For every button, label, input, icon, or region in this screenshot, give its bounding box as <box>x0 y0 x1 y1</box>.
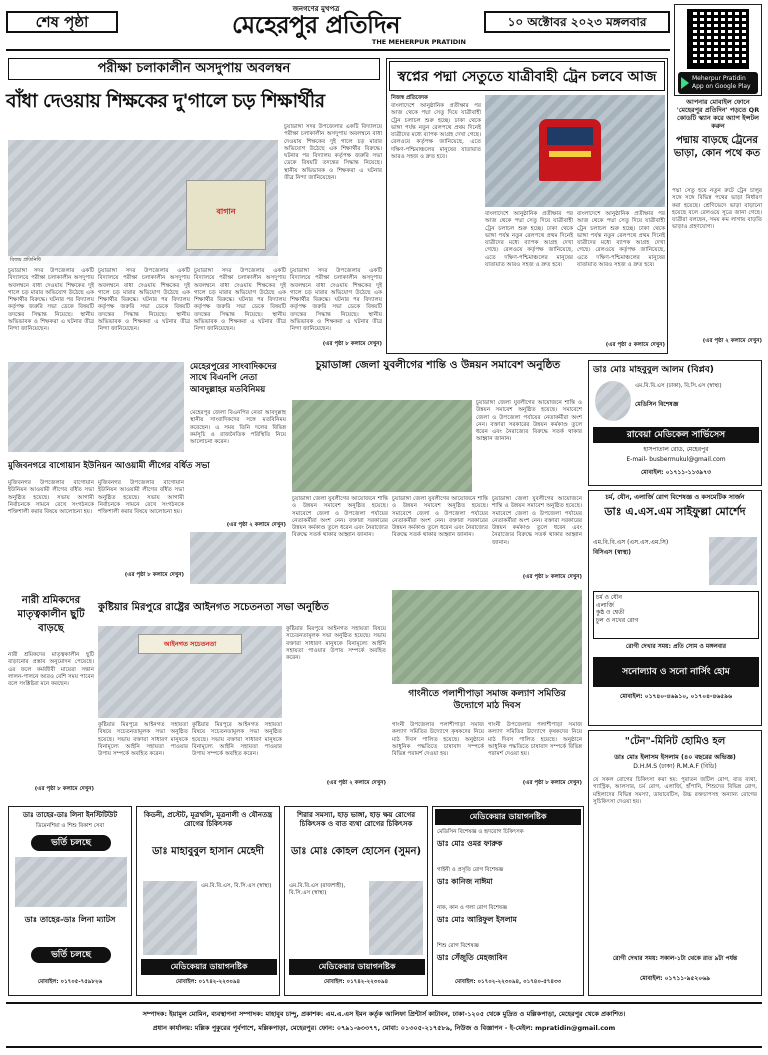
lead-body-a: চুয়াডাঙ্গা সদর উপজেলার একটি বিদ্যালয়ে পরীক্ষা চলাকালীন অসদুপায় অবলম্বনে বাধা দেওয়ায় শিক্ষকের দুই গালে চড় মারার অভিযোগ উঠেছে এক শিক্ষার্থীর বিরুদ্ধে। ঘটনার পর বিদ্যালয় কর্তৃপক্ষ জরুরি সভা ডেকে বিষয়টি তদন্তের সিদ্ধান্ত নিয়েছে। স্থানীয় অভিভাবক ও শিক্ষকরা এ ঘটনার তীব্র নিন্দা জানিয়েছেন। <box>8 268 94 333</box>
fare-story <box>672 134 762 354</box>
ad-ortho-avatar <box>369 881 423 955</box>
ad-skin-degree: এম.বি.বি.এস (এস.এস.এম.সি) <box>593 539 669 546</box>
ad-medicare-row: শিশু রোগ বিশেষজ্ঞ <box>437 943 479 949</box>
lead-photo <box>8 140 278 264</box>
train-body-right: বাংলাদেশে আনুষ্ঠানিক প্রতীক্ষার পর আজ থেকে পদ্মা সেতু দিয়ে যাত্রীবাহী ট্রেন চলাচল শুরু হচ্ছে। ঢাকা থেকে ভাঙ্গা পর্যন্ত নতুন রেলপথে প্রথম দিনেই যাত্রীদের মধ্যে ব্যাপক আগ্রহ দেখা গেছে। রেলওয়ে কর্তৃপক্ষ জানিয়েছে, এতে দক্ষিণ-পশ্চিমাঞ্চলের মানুষের যাতায়াত আরও সহজ ও দ্রুত হবে। <box>577 211 665 268</box>
ad-skin-list-item: কুষ্ঠ ও শ্বেতী <box>596 609 625 616</box>
kushtia-body-right: কুষ্টিয়ার মিরপুরে আইনগত সহায়তা বিষয়ে সচেতনতামূলক সভা অনুষ্ঠিত হয়েছে। সভায় বক্তারা সাধারণ মানুষকে বিনামূল্যে আইনি সহায়তা পাওয়ার উপায় সম্পর্কে অবহিত করেন। <box>286 626 386 662</box>
ad-rabeya-avatar <box>595 381 631 421</box>
ad-skin-list <box>593 591 759 639</box>
train-story <box>386 58 668 354</box>
bnp-body: মেহেরপুর জেলা বিএনপির নেতা আবদুল্লাহ স্থানীয় সাংবাদিকদের সঙ্গে মতবিনিময় করেছেন। এ সময় তিনি দলের বিভিন্ন কর্মসূচি ও রাজনৈতিক পরিস্থিতি নিয়ে আলোচনা করেন। <box>190 410 286 446</box>
fare-more[interactable]: (এর পৃষ্ঠা ২ কলামে দেখুন) <box>702 338 762 344</box>
ad-homeo <box>588 730 762 996</box>
train-engine <box>539 119 601 181</box>
train-body-left: বাংলাদেশে আনুষ্ঠানিক প্রতীক্ষার পর আজ থেকে পদ্মা সেতু দিয়ে যাত্রীবাহী ট্রেন চলাচল শুরু হচ্ছে। ঢাকা থেকে ভাঙ্গা পর্যন্ত নতুন রেলপথে প্রথম দিনেই যাত্রীদের মধ্যে ব্যাপক আগ্রহ দেখা গেছে। রেলওয়ে কর্তৃপক্ষ জানিয়েছে, এতে দক্ষিণ-পশ্চিমাঞ্চলের মানুষের যাতায়াত আরও সহজ ও দ্রুত হবে। <box>391 103 481 160</box>
footer <box>6 1002 762 1048</box>
ad-rabeya-address: হাসপাতাল রোড, মেহেরপুর <box>643 446 709 453</box>
ad-homeo-body: যে সকল রোগের চিকিৎসা করা হয়: পুরাতন জটিল রোগ, বাত ব্যথা, গ্যাস্ট্রিক, আলসার, চর্ম রোগ, এলার্জি, হাঁপানি, শিশুদের বিভিন্ন রোগ, মহিলাদের বিভিন্ন সমস্যা, ডায়াবেটিস, উচ্চ রক্তচাপসহ অন্যান্য রোগের সুচিকিৎসা দেওয়া হয়। <box>593 777 757 805</box>
chuadanga-photo <box>292 400 472 492</box>
lead-headline: বাঁধা দেওয়ায় শিক্ষকের দু'গালে চড় শিক্ষার্থীর <box>6 90 325 112</box>
qr-code-icon[interactable] <box>687 9 749 69</box>
kushtia-banner <box>138 634 242 654</box>
mujibnagar-photo <box>8 362 184 452</box>
ad-medicare-row: গাইনী ও প্রসূতি রোগ বিশেষজ্ঞ <box>437 867 504 873</box>
lead-more[interactable]: (এর পৃষ্ঠা ৮ কলামে দেখুন) <box>322 341 382 347</box>
train-more[interactable]: (এর পৃষ্ঠা ৫ কলামে দেখুন) <box>605 342 665 348</box>
lead-body-b: চুয়াডাঙ্গা সদর উপজেলার একটি বিদ্যালয়ে পরীক্ষা চলাকালীন অসদুপায় অবলম্বনে বাধা দেওয়ায় শিক্ষকের দুই গালে চড় মারার অভিযোগ উঠেছে এক শিক্ষার্থীর বিরুদ্ধে। ঘটনার পর বিদ্যালয় কর্তৃপক্ষ জরুরি সভা ডেকে বিষয়টি তদন্তের সিদ্ধান্ত নিয়েছে। স্থানীয় অভিভাবক ও শিক্ষকরা এ ঘটনার তীব্র নিন্দা জানিয়েছেন। <box>98 268 190 333</box>
fare-headline: পদ্মায় বাড়ছে ট্রেনের ভাড়া, কোন পথে কত <box>673 135 761 159</box>
mujibnagar-body-a: মুজিবনগর উপজেলার বাগোয়ান ইউনিয়ন আওয়ামী লীগের বর্ধিত সভা অনুষ্ঠিত হয়েছে। সভায় আগামী নির্বাচনকে সামনে রেখে সংগঠনকে শক্তিশালী করার বিষয়ে আলোচনা হয়। <box>8 480 94 516</box>
chuadanga-body-right: চুয়াডাঙ্গা জেলা যুবলীগের আয়োজনে শান্তি ও উন্নয়ন সমাবেশ অনুষ্ঠিত হয়েছে। সমাবেশে জেলা ও উপজেলা পর্যায়ের নেতাকর্মীরা অংশ নেন। বক্তারা সরকারের উন্নয়ন কর্মকাণ্ড তুলে ধরেন এবং নৈরাজ্যের বিরুদ্ধে সতর্ক থাকার আহ্বান জানান। <box>476 400 582 443</box>
train-body-mid: বাংলাদেশে আনুষ্ঠানিক প্রতীক্ষার পর আজ থেকে পদ্মা সেতু দিয়ে যাত্রীবাহী ট্রেন চলাচল শুরু হচ্ছে। ঢাকা থেকে ভাঙ্গা পর্যন্ত নতুন রেলপথে প্রথম দিনেই যাত্রীদের মধ্যে ব্যাপক আগ্রহ দেখা গেছে। রেলওয়ে কর্তৃপক্ষ জানিয়েছে, এতে দক্ষিণ-পশ্চিমাঞ্চলের মানুষের যাতায়াত আরও সহজ ও দ্রুত হবে। <box>485 211 573 268</box>
ad-kidney <box>136 806 280 996</box>
mujibnagar-headline: মুজিবনগরে বাগোয়ান ইউনিয়ন আওয়ামী লীগের বর্ধিত সভা <box>8 461 210 471</box>
ad-homeo-doctor: ডাঃ মোঃ ইলাসম ইসলাম (৪০ বছরের অভিজ্ঞ) <box>614 753 736 761</box>
paper-name-en: THE MEHERPUR PRATIDIN <box>371 38 466 46</box>
footer-line1: সম্পাদক: ইয়ামুল মোমিন, ব্যবস্থাপনা সম্পাদক: মাহাবুব চান্দু, প্রকাশক: এম.এ.এস ইমন কর্তৃক আলিফা প্রিন্টার্স কাটাবন, ঢাকা-১২০৫ থেকে মুদ্রিত ও মল্লিকপাড়া, মেহেরপুর থেকে প্রকাশিত। <box>142 1010 626 1018</box>
ad-rabeya-phone[interactable]: মোবাইল: ০১৭১১-১১৩৯৭৩ <box>640 469 712 476</box>
app-badge[interactable] <box>678 72 758 94</box>
maternity-more[interactable]: (এর পৃষ্ঠা ৮ কলামে দেখুন) <box>34 786 94 792</box>
ad-rabeya-doctor: ডাঃ মোঃ মাহবুবুল আলম (বিপ্লব) <box>593 365 714 375</box>
bnp-more[interactable]: (এর পৃষ্ঠা ২ কলামে দেখুন) <box>226 522 286 528</box>
lead-body-d: চুয়াডাঙ্গা সদর উপজেলার একটি বিদ্যালয়ে পরীক্ষা চলাকালীন অসদুপায় অবলম্বনে বাধা দেওয়ায় শিক্ষকের দুই গালে চড় মারার অভিযোগ উঠেছে এক শিক্ষার্থীর বিরুদ্ধে। ঘটনার পর বিদ্যালয় কর্তৃপক্ষ জরুরি সভা ডেকে বিষয়টি তদন্তের সিদ্ধান্ত নিয়েছে। স্থানীয় অভিভাবক ও শিক্ষকরা এ ঘটনার তীব্র নিন্দা জানিয়েছেন। <box>290 268 382 333</box>
gangni-more[interactable]: (এর পৃষ্ঠা ৮ কলামে দেখুন) <box>522 780 582 786</box>
ad-ortho-center: মেডিকেয়ার ডায়াগনষ্টিক <box>289 959 425 975</box>
gangni-body-b: গাংনী উপজেলার পলাশীপাড়া সমাজ কল্যাণ সমিতির উদ্যোগে কৃষকদের নিয়ে মাঠ দিবস পালিত হয়েছে। অনুষ্ঠানে আধুনিক পদ্ধতিতে চাষাবাদ সম্পর্কে বিভিন্ন পরামর্শ দেওয়া হয়। <box>488 722 582 758</box>
chuadanga-headline: চুয়াডাঙ্গা জেলা যুবলীগের শান্তি ও উন্নয়ন সমাবেশ অনুষ্ঠিত <box>315 359 561 371</box>
ad-homeo-phone[interactable]: মোবাইল: ০১৭১১-৯৫২০৬৯ <box>639 975 711 982</box>
ad-homeo-time: রোগী দেখার সময়: সকাল-১টা থেকে রাত ৯টা পর্যন্ত <box>612 955 738 962</box>
ad-medicare-row: ডাঃ কানিজ নাঈমা <box>437 877 493 886</box>
ad-ortho <box>284 806 428 996</box>
ad-rabeya <box>588 360 762 486</box>
ad-medicare-phone[interactable]: মোবাইল: ০১৭০২-২২৩০৯৪, ০১৭৪০-৫৭৪৩৩ <box>454 979 562 985</box>
gangni-body-a: গাংনী উপজেলার পলাশীপাড়া সমাজ কল্যাণ সমিতির উদ্যোগে কৃষকদের নিয়ে মাঠ দিবস পালিত হয়েছে। অনুষ্ঠানে আধুনিক পদ্ধতিতে চাষাবাদ সম্পর্কে বিভিন্ন পরামর্শ দেওয়া হয়। <box>392 722 484 758</box>
bnp-photo <box>190 532 286 584</box>
bnp-headline: মেহেরপুরের সাংবাদিকদের সাথে বিএনপি নেতা আবদুল্লাহর মতবিনিময় <box>190 362 277 395</box>
ad-kidney-phone[interactable]: মোবাইল: ০১৭৪২-২২৩০৯৪ <box>175 979 241 985</box>
ad-lina-phone[interactable]: মোবাইল: ০১৭০৫-৭৫৯৮২৬ <box>37 979 103 985</box>
kushtia-photo <box>98 626 282 718</box>
page-label: শেষ পৃষ্ঠা <box>6 11 118 33</box>
ad-homeo-degree: D.H.M.S (ঢাকা) R.M.A.F (বিডি) <box>633 763 717 770</box>
lead-kicker: পরীক্ষা চলাকালীন অসদুপায় অবলম্বন <box>8 58 380 80</box>
lead-body-c: চুয়াডাঙ্গা সদর উপজেলার একটি বিদ্যালয়ে পরীক্ষা চলাকালীন অসদুপায় অবলম্বনে বাধা দেওয়ায় শিক্ষকের দুই গালে চড় মারার অভিযোগ উঠেছে এক শিক্ষার্থীর বিরুদ্ধে। ঘটনার পর বিদ্যালয় কর্তৃপক্ষ জরুরি সভা ডেকে বিষয়টি তদন্তের সিদ্ধান্ত নিয়েছে। স্থানীয় অভিভাবক ও শিক্ষকরা এ ঘটনার তীব্র নিন্দা জানিয়েছেন। <box>194 268 286 333</box>
ad-skin-top: চর্ম, যৌন, এলার্জি রোগ বিশেষজ্ঞ ও কসমেটিক সার্জন <box>605 493 745 501</box>
ad-lina-title2: ডাঃ তাহের-ডাঃ লিনা ম্যাটস <box>24 915 116 924</box>
gangni-photo <box>392 590 582 684</box>
kushtia-body-a: কুষ্টিয়ার মিরপুরে আইনগত সহায়তা বিষয়ে সচেতনতামূলক সভা অনুষ্ঠিত হয়েছে। সভায় বক্তারা সাধারণ মানুষকে বিনামূল্যে আইনি সহায়তা পাওয়ার উপায় সম্পর্কে অবহিত করেন। <box>98 722 188 758</box>
gangni-headline: গাংনীতে পলাশীপাড়া সমাজ কল্যাণ সমিতির উদ্যোগে মাঠ দিবস <box>408 689 566 712</box>
ad-kidney-avatar <box>143 881 197 955</box>
paper-name: মেহেরপুর প্রতিদিন <box>232 11 400 39</box>
ad-medicare <box>432 806 584 996</box>
kushtia-headline: কুষ্টিয়ার মিরপুরে রাষ্ট্রের আইনগত সচেতনতা সভা অনুষ্ঠিত <box>98 602 329 613</box>
ad-skin-doctor: ডাঃ এ.এস.এম সাইফুল্লা মোর্শেদ <box>604 505 746 518</box>
masthead-tagline: জনগণের মুখপত্র <box>292 5 340 13</box>
app-badge-line2: App on Google Play <box>692 83 751 90</box>
chuadanga-more[interactable]: (এর পৃষ্ঠা ৮ কলামে দেখুন) <box>522 574 582 580</box>
kushtia-body-b: কুষ্টিয়ার মিরপুরে আইনগত সহায়তা বিষয়ে সচেতনতামূলক সভা অনুষ্ঠিত হয়েছে। সভায় বক্তারা সাধারণ মানুষকে বিনামূল্যে আইনি সহায়তা পাওয়ার উপায় সম্পর্কে অবহিত করেন। <box>192 722 282 758</box>
ad-medicare-row: ডাঃ সেঁজুতি মেহজাবিন <box>437 953 508 962</box>
ad-lina-admission[interactable]: ভর্তি চলছে <box>31 835 111 851</box>
ad-skin-phone[interactable]: মোবাইল: ০১৭৪০-৪৬৯১০, ০১৭০৪-৪৬৫৯৬ <box>620 693 732 700</box>
train-byline: নিজস্ব প্রতিবেদক <box>391 95 428 101</box>
masthead <box>6 5 670 53</box>
ad-rabeya-email[interactable]: E-mail- busbermukul@gmail.com <box>626 456 726 463</box>
ad-lina-title: ডাঃ তাহের-ডাঃ লিনা ইনস্টিটিউট <box>22 811 118 819</box>
chuadanga-body-a: চুয়াডাঙ্গা জেলা যুবলীগের আয়োজনে শান্তি ও উন্নয়ন সমাবেশ অনুষ্ঠিত হয়েছে। সমাবেশে জেলা ও উপজেলা পর্যায়ের নেতাকর্মীরা অংশ নেন। বক্তারা সরকারের উন্নয়ন কর্মকাণ্ড তুলে ধরেন এবং নৈরাজ্যের বিরুদ্ধে সতর্ক থাকার আহ্বান জানান। <box>292 496 388 539</box>
ad-skin-clinic: সনোল্যাব ও সনো নার্সিং হোম <box>593 657 759 687</box>
ad-kidney-doctor: ডাঃ মাহাবুবুল হাসান মেহেদী <box>152 846 264 857</box>
ad-skin-list-item: এলার্জি <box>596 601 614 609</box>
ad-ortho-degree: এম.বি.বি.এস (রাজশাহী), বি.সি.এস (স্বাস্থ্য) <box>289 883 346 896</box>
train-photo <box>485 95 665 207</box>
ad-lina-admission2[interactable]: ভর্তি চলছে <box>31 947 111 963</box>
masthead-rule <box>6 49 670 51</box>
ad-lina-photo <box>15 857 127 907</box>
lead-photo-caption: বিজয় প্রতিনিধি <box>8 256 278 264</box>
app-badge-line1: Meherpur Pratidin <box>692 75 746 82</box>
app-promo-box <box>674 4 762 96</box>
ad-medicare-row: ডাঃ মোঃ আরিফুল ইসলাম <box>437 915 517 924</box>
maternity-body: নারী শ্রমিকদের মাতৃত্বকালীন ছুটি বাড়ানোর প্রস্তাব অনুমোদন পেয়েছে। এর ফলে কর্মজীবী মায়েরা সন্তান লালন-পালনে আরও বেশি সময় পাবেন বলে সংশ্লিষ্টরা মনে করছেন। <box>8 652 94 688</box>
chuadanga-body-b: চুয়াডাঙ্গা জেলা যুবলীগের আয়োজনে শান্তি ও উন্নয়ন সমাবেশ অনুষ্ঠিত হয়েছে। সমাবেশে জেলা ও উপজেলা পর্যায়ের নেতাকর্মীরা অংশ নেন। বক্তারা সরকারের উন্নয়ন কর্মকাণ্ড তুলে ধরেন এবং নৈরাজ্যের বিরুদ্ধে সতর্ক থাকার আহ্বান জানান। <box>392 496 488 539</box>
ad-rabeya-clinic: রাবেয়া মেডিকেল সার্ভিসেস <box>593 427 759 443</box>
ad-skin-avatar <box>709 537 757 585</box>
ad-medicare-row: ডাঃ মোঃ ওমর ফারুক <box>437 839 503 848</box>
app-promo-text: আপনার মোবাইল ফোনে 'মেহেরপুর প্রতিদিন' পড়তে QR কোডটি স্ক্যান করে অ্যাপ ইন্সটল করুন <box>676 98 760 131</box>
kushtia-banner-text: আইনগত সচেতনতা <box>163 640 217 648</box>
ad-ortho-phone[interactable]: মোবাইল: ০১৭৪২-২২৩০৯৪ <box>323 979 389 985</box>
ad-skin-list-item: চর্ম ও যৌন <box>596 594 622 601</box>
maternity-headline: নারী শ্রমিকদের মাতৃত্বকালীন ছুটি বাড়ছে <box>17 595 85 634</box>
ad-ortho-doctor: ডাঃ মোঃ কোহল হোসেন (সুমন) <box>290 846 422 857</box>
ad-rabeya-role: মেডিসিন বিশেষজ্ঞ <box>635 401 679 408</box>
ad-skin <box>588 490 762 726</box>
ad-medicare-title: মেডিকেয়ার ডায়াগনষ্টিক <box>435 809 581 825</box>
fare-body: পদ্মা সেতু হয়ে নতুন রুটে ট্রেন চালুর সঙ্গে সঙ্গে বিভিন্ন পথের ভাড়া নির্ধারণ করা হয়েছে। শ্রেণিভেদে ভাড়া বাড়ানো হয়েছে বলে রেলওয়ে সূত্রে জানা গেছে। যাত্রীরা বলছেন, সময় কম লাগায় বাড়তি ভাড়াও গ্রহণযোগ্য। <box>672 188 762 231</box>
ad-skin-time: রোগী দেখার সময়: প্রতি সোম ও মঙ্গলবার <box>625 643 727 650</box>
footer-line2: প্রধান কার্যালয়: মল্লিক পুকুরের পূর্বপাশে, মল্লিকপাড়া, মেহেরপুর। ফোন: ০৭৯১-৬৩৩৭৭, মোবা: ০১৩০৫-২১৭৫৮৯, নিউজ ও বিজ্ঞাপন - ই-মেইল: mpratidin@gmail.com <box>152 1024 616 1033</box>
ad-lina <box>8 806 132 996</box>
ad-medicare-row: মেডিসিন বিশেষজ্ঞ ও হৃদরোগ চিকিৎসক <box>437 829 524 835</box>
lead-banner <box>186 180 266 250</box>
ad-skin-role: বিসিএস (স্বাস্থ্য) <box>593 549 631 556</box>
lead-body-right: চুয়াডাঙ্গা সদর উপজেলার একটি বিদ্যালয়ে পরীক্ষা চলাকালীন অসদুপায় অবলম্বনে বাধা দেওয়ায় শিক্ষকের দুই গালে চড় মারার অভিযোগ উঠেছে এক শিক্ষার্থীর বিরুদ্ধে। ঘটনার পর বিদ্যালয় কর্তৃপক্ষ জরুরি সভা ডেকে বিষয়টি তদন্তের সিদ্ধান্ত নিয়েছে। স্থানীয় অভিভাবক ও শিক্ষকরা এ ঘটনার তীব্র নিন্দা জানিয়েছেন। <box>284 124 382 181</box>
ad-medicare-row: নাক, কান ও গলা রোগ বিশেষজ্ঞ <box>437 905 508 911</box>
mujibnagar-more[interactable]: (এর পৃষ্ঠা ৮ কলামে দেখুন) <box>124 572 184 578</box>
ad-skin-list-item: চুল ও নখের রোগ <box>596 616 639 624</box>
chuadanga-body-c: চুয়াডাঙ্গা জেলা যুবলীগের আয়োজনে শান্তি ও উন্নয়ন সমাবেশ অনুষ্ঠিত হয়েছে। সমাবেশে জেলা ও উপজেলা পর্যায়ের নেতাকর্মীরা অংশ নেন। বক্তারা সরকারের উন্নয়ন কর্মকাণ্ড তুলে ধরেন এবং নৈরাজ্যের বিরুদ্ধে সতর্ক থাকার আহ্বান জানান। <box>492 496 582 546</box>
ad-rabeya-degree: এম.বি.বি.এস (ঢাকা), বি.সি.এস (স্বাস্থ্য) <box>635 383 722 389</box>
lead-banner-text: বাগান <box>216 207 236 216</box>
ad-ortho-top: শিরার সমস্যা, হাড় ভাঙ্গা, হাড় ক্ষয় রোগের চিকিৎসক ও বাত ব্যথা রোগের চিকিৎসক <box>296 811 416 829</box>
ad-kidney-top: কিডনী, প্রস্টেট, মূত্রথলি, মূত্রনালী ও যৌনতন্ত্র রোগের চিকিৎসক <box>143 811 273 829</box>
train-headline: স্বপ্নের পদ্মা সেতুতে যাত্রীবাহী ট্রেন চলবে আজ <box>389 61 665 91</box>
play-store-icon <box>681 77 689 89</box>
mujibnagar-body-b: মুজিবনগর উপজেলার বাগোয়ান ইউনিয়ন আওয়ামী লীগের বর্ধিত সভা অনুষ্ঠিত হয়েছে। সভায় আগামী নির্বাচনকে সামনে রেখে সংগঠনকে শক্তিশালী করার বিষয়ে আলোচনা হয়। <box>98 480 184 516</box>
ad-kidney-center: মেডিকেয়ার ডায়াগনষ্টিক <box>141 959 277 975</box>
ad-kidney-degree: এম.বি.বি.এস, বি.সি.এস (স্বাস্থ্য) <box>201 883 272 889</box>
issue-date: ১০ অক্টোবর ২০২৩ মঙ্গলবার <box>484 11 670 33</box>
kushtia-more[interactable]: (এর পৃষ্ঠা ২ কলামে দেখুন) <box>326 780 386 786</box>
ad-lina-sub: ডিমেনশিয়া ও শিশু বিকাশ সেবা <box>35 823 105 829</box>
ad-homeo-title: "টেন"-মিনিট হোমিও হল <box>624 736 726 747</box>
